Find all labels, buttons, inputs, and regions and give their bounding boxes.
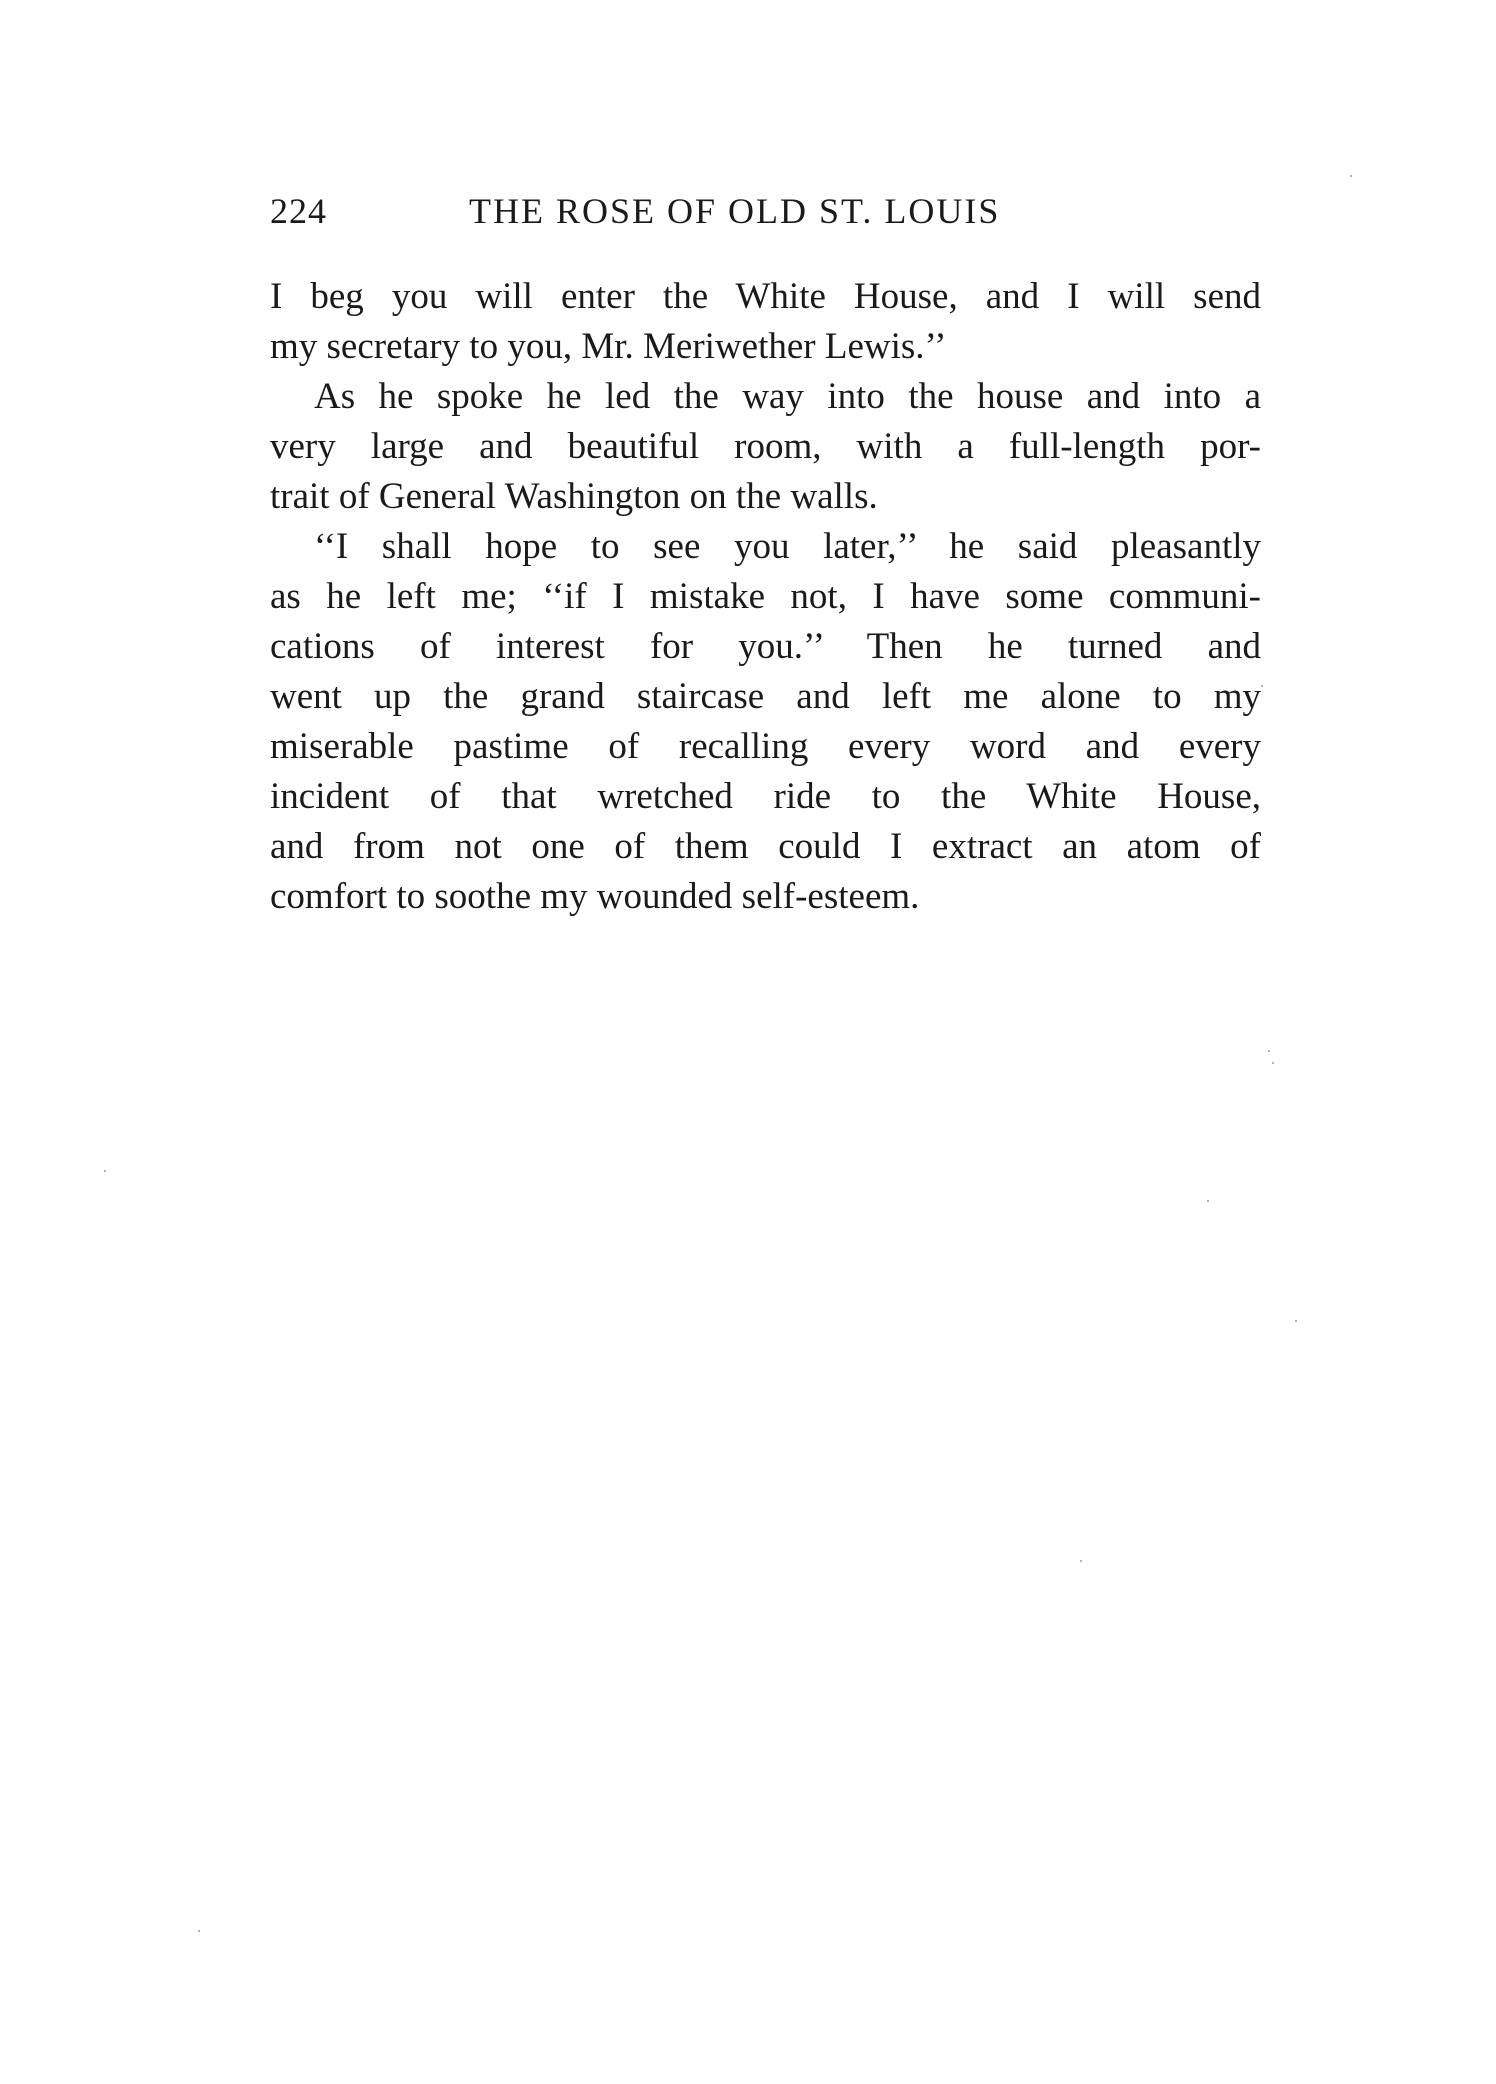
scan-speck [104,1170,106,1172]
text-line: cations of interest for you.’’ Then he turned and [270,626,1261,667]
running-head [270,188,1265,234]
scan-speck [1261,685,1263,687]
text-line: I beg you will enter the White House, and I will send [270,276,1261,317]
text-line: as he left me; ‘‘if I mistake not, I have some communi- [270,576,1261,617]
text-line: ‘‘I shall hope to see you later,’’ he said pleasantly [314,526,1261,567]
text-line: incident of that wretched ride to the White House, [270,776,1261,817]
book-title: THE ROSE OF OLD ST. LOUIS [469,191,1001,231]
text-line: trait of General Washington on the walls. [270,476,878,517]
scan-speck [1207,1200,1209,1202]
text-line: went up the grand staircase and left me alone to my [270,676,1261,717]
text-line: comfort to soothe my wounded self-esteem. [270,876,920,917]
text-line: very large and beautiful room, with a full-length por- [270,426,1261,467]
scan-speck [1272,1062,1274,1064]
scan-speck [1350,175,1352,177]
text-line: my secretary to you, Mr. Meriwether Lewis.’’ [270,326,947,367]
scan-speck [198,1930,200,1932]
scan-speck [1080,1560,1082,1562]
text-line: and from not one of them could I extract an atom of [270,826,1261,867]
page-number: 224 [270,191,327,231]
text-line: miserable pastime of recalling every word and every [270,726,1261,767]
body-text [270,272,1261,922]
text-line: As he spoke he led the way into the house and into a [314,376,1261,417]
scan-speck [1268,1050,1270,1052]
scan-speck [1295,1320,1297,1322]
